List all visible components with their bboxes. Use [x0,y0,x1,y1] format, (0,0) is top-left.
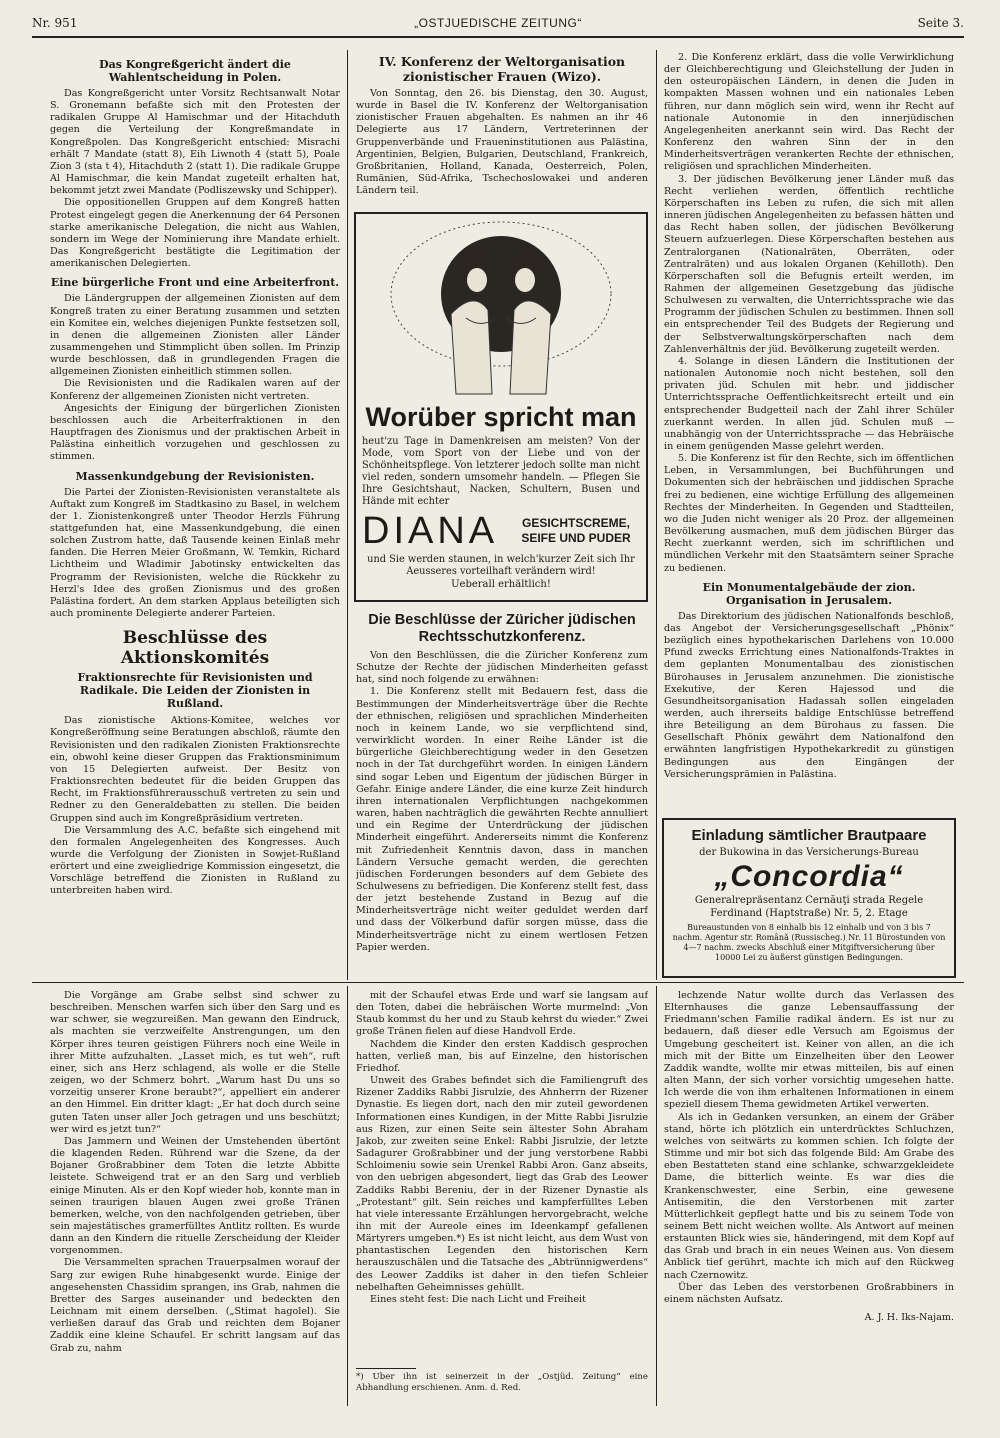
article-headline: Ein Monumentalgebäude der zion. Organisation in Jerusalem. [702,580,916,607]
article-paragraph: 2. Die Konferenz erklärt, dass die volle Verwirklichung der Gleichberechtigung und Gleichstellung der Juden in den osteuropäischen Ländern, in denen die Juden in kompakten Massen wohnen und ein nationales Leben führen, nur dann möglich sein wird, wenn ihr Recht auf nationale Autonomie in den innerjüdischen Angelegenheiten anerkannt sein wird. Das Recht der Konferenz den wahren Sinn der in den Minderheitsverträgen verankerten Rechte der ethnischen, religiösen und sprachlichen Minderheiten. [664,52,954,173]
newspaper-title: „OSTJUEDISCHE ZEITUNG“ [414,16,582,30]
section-rule [32,982,964,983]
article-paragraph: Die oppositionellen Gruppen auf dem Kongreß hatten Protest eingelegt gegen die Anerkennung der 64 Personen starke amerikanische Delegation, die nicht aus Wahlen, sondern im Wege der Nominierung ihre Mandate erhielt. Das Kongreßgericht bestätigte die Legitimation der amerikanischen Delegierten. [50,197,340,270]
footnote-rule [356,1368,416,1369]
ad-text-2: und Sie werden staunen, in welch'kurzer Zeit sich Ihr Aeusseres vorteilhaft verändern wird! [367,554,635,577]
article-headline: Die Beschlüsse der Züricher jüdischen Rechtsschutzkonferenz. [368,612,636,645]
article-paragraph: Von den Beschlüssen, die die Züricher Konferenz zum Schutze der Rechte der jüdischen Minderheiten gefasst hat, sind noch folgende zu erwähnen: [356,650,648,686]
article-paragraph: Nachdem die Kinder den ersten Kaddisch gesprochen hatten, verließ man, bis auf Einzelne, den historischen Friedhof. [356,1038,648,1074]
article-paragraph: Das Direktorium des jüdischen Nationalfonds beschloß, das Angebot der Versicherungsgesellschaft „Phönix“ bezüglich eines hypothekarischen Darlehens von 10.000 Pfund zwecks Errichtung eines Nationalfonds-Traktes in dem geplanten Monumentalbau des zionistischen Bürohauses in Jerusalem anzunehmen. Die zionistische Exekutive, der Keren Hajessod und die Gesundheitsorganisation Hadassah sollen eingeladen werden, auch ihrerseits baldige Entschlüsse betreffend ihre Beteiligung an dem Bürohaus zu fassen. Die Gesellschaft Phönix gewährt dem Nationalfond den erwähnten langfristigen Hypothekarkredit zu günstigen Bedingungen aus den Eingängen der Versicherungsprämien in Palästina. [664,610,954,780]
page-number: Seite 3. [917,16,964,30]
diana-logo: DIANA [362,510,499,552]
article-paragraph: Die Revisionisten und die Radikalen waren auf der Konferenz der allgemeinen Zionisten nicht vertreten. [50,378,340,402]
section-headline: Beschlüsse des Aktionskomités [120,628,270,669]
article-paragraph: Die Vorgänge am Grabe selbst sind schwer zu beschreiben. Menschen warfen sich über den Sarg und es war schwer, sie wegzureißen. Man gewann den Eindruck, als machten sie verzweifelte Anstrengungen, um den Körper ihres teuren geistigen Führers noch eine Weile in ihrer Mitte aufzuhalten. „Lasset mich, es tut weh“, ruft einer, sich ans Herz schlagend, als wolle er die Stelle zeigen, wo der Schmerz bohrt. „Warum hast Du uns so vorzeitig unserer Krone beraubt?“, appelliert ein anderer an den Himmel. Ein dritter klagt: „Er hat doch durch seine guten Taten unser aller Joch getragen und uns beschützt; wer wird es jetzt tun?“ [50,990,340,1135]
article-paragraph: mit der Schaufel etwas Erde und warf sie langsam auf den Toten, dabei die hebräischen Worte murmelnd: „Von Staub kommst du her und zu Staub kehrst du wieder.“ Zwei große Tränen fielen auf diese Handvoll Erde. [356,990,648,1038]
article-paragraph: Unweit des Grabes befindet sich die Familiengruft des Rizener Zaddiks Rabbi Jisrulzie, des Ahnherrn der Rizener Dynastie. Es liegen dort, nach den mir zuteil gewordenen Informationen eines Kundigen, in der Mitte Rabbi Jisrulzie aus Rizen, zur einen Seite sein ältester Sohn Abraham Jakob, zur zweiten seine Enkel: Rabbi Jisrulzie, der letzte Sadagurer Großrabbiner und der jung verstorbene Rabbi Schloimeniu sowie sein Urenkel Rabbi Aron. Ganz abseits, von den uebrigen abgesondert, liegt das Grab des Leower Zaddiks Rabbi Bereniu, der in der Rizener Dynastie als „Protestant“ gilt. Sein reiches und kampferfülltes Leben hat viele interessante Erzählungen hervorgebracht, welche ihn mit der Aureole eines im Ideenkampf gefallenen Märtyrers umgeben.*) Es ist nicht leicht, aus dem Wust von phantastischen Legenden den historischen Kern herauszuschälen und die Tatsache des „Abtrünnigwerdens“ des Leower Zaddiks ist daher in den tiefen Schleier nebelhaften Geheimnisses gehüllt. [356,1075,648,1293]
footnote: *) Über ihn ist seinerzeit in der „Ostjüd. Zeitung“ eine Abhandlung erschienen. Anm. d. Red. [356,1372,648,1393]
lower-column-3 [664,990,954,1404]
two-women-illustration [356,214,646,398]
diana-advertisement [354,212,648,602]
concordia-advertisement [662,818,956,978]
column-1 [50,52,340,978]
article-paragraph: Das Kongreßgericht unter Vorsitz Rechtsanwalt Notar S. Gronemann befaßte sich mit den Protesten der radikalen Gruppe Al Hamischmar und der Hitachduth gegen die Verteilung der Kongreßmandate in Kongreßpolen. Das Kongreßgericht entschied: Misrachi erhält 7 Mandate (statt 8), Eih Liwnoth 4 (statt 5), Poale Zion 3 (sta t 4), Hitachduth 2 (statt 1). Die radikale Gruppe Al Hamischmar, die kein Mandat zugeteilt erhalten hat, bekommt jetzt zwei Mandate (Podliszewsky und Schipper). [50,88,340,197]
article-headline: Eine bürgerliche Front und eine Arbeiterfront. [50,276,340,290]
article-paragraph: Eines steht fest: Die nach Licht und Freiheit [370,1293,586,1305]
ad-footer: Ueberall erhältlich! [451,579,551,590]
column-2-lower [356,606,648,978]
column-divider-3 [347,986,348,1406]
column-divider-1 [347,50,348,980]
column-3 [664,52,954,812]
article-paragraph: Die Versammelten sprachen Trauerpsalmen worauf der Sarg zur ewigen Ruhe hinabgesenkt wurde. Einige der angesehensten Chassidim sprangen, ins Grab, nahmen die Bretter des Sarges auseinander und bedeckten den Leichnam mit einem derselben. („Stimat hagolel). Sie verließen darauf das Grab und reichten dem Bojaner Zaddik eine kleine Schaufel. Er schritt langsam auf das Grab zu, nahm [50,1257,340,1354]
article-paragraph: lechzende Natur wollte durch das Verlassen des Elternhauses die ganze Lebensauffassung der Friedmann'schen Familie radikal ändern. Es ist nur zu bedauern, daß dieser edle Versuch am Egoismus der Umgebung gescheitert ist. Keiner von allen, an die ich mich mit der Bitte um Einzelheiten über den Leower Zaddik wandte, wollte mir etwas mitteilen, bis auf einen alten Mann, der sich vorher vorsichtig umgesehen hatte. Ich werde die von ihm erhaltenen Informationen in einem speziell diesem Thema gewidmeten Artikel verwerten. [664,990,954,1111]
ad-hours: Bureaustunden von 8 einhalb bis 12 einhalb und von 3 bis 7 nachm. Agentur str. Română (Russischeg.) Nr. 11 Bürostunden von 4—7 nachm. zwecks Abschluß einer Mitgiftversicherung über 10000 Lei zu äußerst günstigen Bedingungen. [672,923,946,962]
article-headline: IV. Konferenz der Weltorganisation zionistischer Frauen (Wizo). [378,54,626,84]
section-subheadline: Fraktionsrechte für Revisionisten und Radikale. Die Leiden der Zionisten in Rußland. [77,671,313,711]
article-paragraph: 3. Der jüdischen Bevölkerung jener Länder muß das Recht verliehen werden, öffentlich rechtliche Körperschaften ins Leben zu rufen, die sich mit allen inneren jüdischen Angelegenheiten zu befassen hätten und das Recht haben sollen, der jüdischen Bevölkerung Steuern aufzuerlegen. Diese Körperschaften bestehen aus Zentralorganen (Nationalräten, Oberräten, oder Zentralräten) und aus lokalen Organen (Kehilloth). Den Körperschaften soll die Befugnis erteilt werden, im Rahmen der allgemeinen Gesetzgebung das jüdische Schulwesen zu verwalten, die Unterrichtssprache wie das Programm der jüdischen Schulen zu bestimmen. Ihnen soll ein entsprechender Teil des Budgets der Regierung und der Selbstverwaltungskörperschaften nach dem Zahlenverhältnis der jüd. Bevölkerung zugeteilt werden. [664,173,954,355]
lower-column-1 [50,990,340,1404]
ad-brand-row [356,510,646,552]
ad-headline: Worüber spricht man [365,402,637,432]
issue-number: Nr. 951 [32,16,78,30]
ad-headline: Einladung sämtlicher Brautpaare [691,827,927,844]
ad-address-1: Generalrepräsentanz Cernăuţi strada Regele [694,895,924,906]
article-paragraph: Von Sonntag, den 26. bis Dienstag, den 30. August, wurde in Basel die IV. Konferenz der Weltorganisation zionistischer Frauen abgehalten. Es nahmen an ihr 46 Delegierte aus 17 Ländern, Vertreterinnen der Gruppenverbände und Fraueninstitutionen aus Palästina, Argentinien, Belgien, Bulgarien, Deutschland, Frankreich, Großbritanien, Holland, Kanada, Oesterreich, Polen, Rumänien, Süd-Afrika, Tschechoslowakei und anderen Ländern teil. [356,88,648,197]
lower-column-2 [356,990,648,1360]
author-signature: A. J. H. Iks-Najam. [864,1312,954,1324]
article-paragraph: Die Partei der Zionisten-Revisionisten veranstaltete als Auftakt zum Kongreß im Stadtkasino zu Basel, in welchem der 1. Zionistenkongreß unter Theodor Herzls Führung stattgefunden hat, eine Massenkundgebung, die einen solchen Zustrom hatte, daß Tausende keinen Einlaß mehr fanden. Die Herren Meier Großmann, W. Temkin, Richard Lichtheim und Wladimir Jabotinsky entwickelten das Programm der Revisionisten, welche die Rückkehr zu Herzl's Idee des großen Zionismus und des großen Palästina fordert. An dem starken Applaus beteiligten sich auch prominente Delegierte anderer Parteien. [50,486,340,620]
article-paragraph: Die Versammlung des A.C. befaßte sich eingehend mit den formalen Angelegenheiten des Kongresses. Auch wurde die Verfolgung der Zionisten in Sowjet-Rußland erörtert und eine zweigliedrige Kommission eingesetzt, die Vorschläge betreffend die Zionisten in Rußland zu unterbreiten haben wird. [50,824,340,897]
article-paragraph: 4. Solange in diesen Ländern die Institutionen der nationalen Autonomie noch nicht bestehen, soll den privaten jüd. Schulen mit hebr. und jiddischer Unterrichtssprache Oeffentlichkeitsrecht erteilt und ein entsprechender Budgetteil nach der Zahl ihrer Schüler zuerkannt werden. In allen jüd. Schulen muß — unabhängig von der Unterrichtssprache — das Hebräische in einem genügenden Masse gelehrt werden. [664,355,954,452]
article-paragraph: Das zionistische Aktions-Komitee, welches vor Kongreßeröffnung seine Beratungen abschloß, räumte den Revisionisten und den radikalen Zionisten Fraktionsrechte ein, obwohl keine dieser Gruppen das Fraktionsminimum von 15 Delegierten aufweist. Der Besitz von Fraktionsrechten bedeutet für die beiden Gruppen das Recht, im Fraktionsführerausschuß vertreten zu sein und Redner zu den Generaldebatten zu stellen. Die beiden Gruppen sind auch im Kongreßpräsidium vertreten. [50,715,340,824]
article-headline: Massenkundgebung der Revisionisten. [75,469,315,483]
ad-subline: der Bukowina in das Versicherungs-Bureau [699,847,919,858]
ad-products: GESICHTSCREME, SEIFE UND PUDER [521,516,631,545]
column-divider-2 [656,50,657,980]
ad-text: heut'zu Tage in Damenkreisen am meisten? Von der Mode, vom Sport von der Liebe und von der Schönheitspflege. Von letzterer jedoch sollte man nicht viel reden, sondern umsomehr handeln. — Pflegen Sie Ihre Gesichtshaut, Nacken, Schultern, Busen und Hände mit echter [362,436,640,507]
page-header [32,14,964,36]
article-paragraph: Angesichts der Einigung der bürgerlichen Zionisten beschlossen auch die Arbeiterfraktionen in den Hauptfragen des Zionismus und der praktischen Arbeit in Palästina einheitlich vorzugehen und geschlossen zu stimmen. [50,402,340,463]
ad-address-2: Ferdinand (Haptstraße) Nr. 5, 2. Etage [710,908,908,919]
article-headline: Das Kongreßgericht ändert die Wahlentscheidung in Polen. [99,58,291,84]
concordia-logo: „Concordia“ [714,860,904,893]
article-paragraph: 5. Die Konferenz ist für den Rechte, sich im öffentlichen Leben, in Versammlungen, bei Buchführungen und Dokumenten sich der hebräischen und jiddischen Sprache frei zu bedienen, eine wichtige Erfüllung des allgemeinen Rechtes der Minderheiten. In Gegenden und Stadtteilen, wo die Juden nicht weniger als 20 Proz. der allgemeinen Bevölkerung ausmachen, muß dem jüdischen Bürger das Recht zuerkannt werden, sich im schriftlichen und mündlichen Verkehr mit den Staatsämtern seiner Sprache zu bedienen. [664,453,954,574]
header-rule [32,36,964,38]
article-paragraph: Die Ländergruppen der allgemeinen Zionisten auf dem Kongreß traten zu einer Beratung zusammen und setzten ein Komitee ein, welches diejenigen Punkte festsetzen soll, in denen die allgemeinen Zionisten aller Länder zusammengehen und Stimmplicht üben sollen. Im Prinzip wurde beschlossen, daß in grundlegenden Fragen die allgemeinen Zionisten einheitlich stimmen sollen. [50,293,340,378]
article-paragraph: Das Jammern und Weinen der Umstehenden übertönt die klagenden Reden. Rührend war die Szene, da der Bojaner Großrabbiner dem Toten die letzte Abbitte leistete. Schweigend trat er an den Sarg und verblieb einige Minuten. Als er den Kopf wieder hob, konnte man in seinen traurigen blauen Augen zwei große Tränen bemerken, welche, von den nachfolgenden getrieben, über sein majestätisches gramerfülltes Antlitz rollten. Es wurde dann an den Kindern die rituelle Zerscheidung der Kleider vorgenommen. [50,1135,340,1257]
article-paragraph: 1. Die Konferenz stellt mit Bedauern fest, dass die Bestimmungen der Minderheitsverträge über die Rechte der ethnischen, religiösen und sprachlichen Minderheiten noch in keinem Lande, wo sie verpflichtend sind, verwirklicht worden. In einer Reihe Länder ist die bürgerliche Gleichberechtigung weder in den Gesetzen noch in der Tat durchgeführt worden. In einigen Ländern sind sogar Leben und Eigentum der jüdischen Bürger in Gefahr. Einige andere Länder, die eine kurze Zeit hindurch ihren internationalen Verpflichtungen nachgekommen waren, haben nachträglich die gewährten Rechte annulliert und ein Regime der Unterdrückung der jüdischen Minderheit eingeführt. Andererseits nimmt die Konferenz mit Zufriedenheit Kenntnis davon, dass in manchen Ländern Versuche gemacht werden, die gerechten jüdischen Forderungen besonders auf dem Gebiete des Schulwesens zu befriedigen. Die Konferenz stellt fest, dass der jetzt bestehende Zustand in Bezug auf die Minderheitsverträge nicht weiter geduldet werden darf und dass der Völkerbund dafür sorgen müsse, dass die Minderheitsverträge nicht zu einem wertlosen Fetzen Papier werden. [356,686,648,953]
article-paragraph: Als ich in Gedanken versunken, an einem der Gräber stand, hörte ich plötzlich ein unterdrücktes Schluchzen, welches von seitwärts zu kommen schien. Ich folgte der Stimme und mir bot sich das folgende Bild: Am Grabe des eben Bestatteten stand eine schlanke, schwarzgekleidete Dame, die bitterlich weinte. Es war dies die Krankenschwester, eine Serbin, eine gewesene Antisemitin, die den Verstorbenen mit zarter Mütterlichkeit gepflegt hatte und bis zu seinem Tode von seinem Bett nicht weichen wollte. Als Antwort auf meinen erstaunten Blick wies sie, händeringend, mit dem Kopf auf das Grab und brach in ein neues Weinen aus. Von diesem Anblick tief gerührt, machte ich mich auf den Rückweg nach Czernowitz. [664,1111,954,1281]
column-divider-4 [656,986,657,1406]
article-paragraph: Über das Leben des verstorbenen Großrabbiners in einem nächsten Aufsatz. [664,1281,954,1305]
